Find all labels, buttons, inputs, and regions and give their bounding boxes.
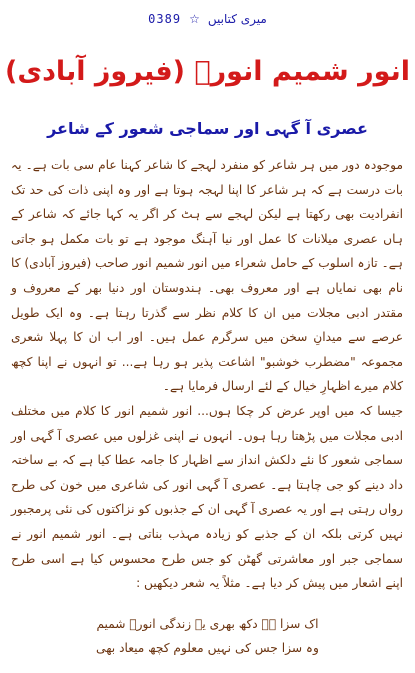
couplet-line-1: اک سزا ہے دکھ بھری یہ زندگی انورؔ شمیم	[96, 617, 319, 631]
poetry-couplet	[0, 612, 415, 660]
star-icon: ☆	[189, 12, 200, 26]
page-header	[0, 8, 415, 30]
couplet-line-2: وہ سزا جس کی نہیں معلوم کچھ میعاد بھی	[96, 641, 319, 655]
paragraph-1: موجودہ دور میں ہر شاعر کو منفرد لہجے کا شاعر کہنا عام سی بات ہے۔ یہ بات درست ہے کہ ہر شاعر کا اپنا لہجہ ہوتا ہے اور وہ اپنی ذات کی حد تک انفرادیت بھی رکھتا ہے لیکن لہجے سے ہٹ کر اگر یہ کہا جائے کہ شاعر کے ہاں عصری میلانات کا عمل اور نیا آہنگ موجود ہے تو بات مکمل ہو جاتی ہے۔ تازہ اسلوب کے حامل شعراء میں انور شمیم انور صاحب (فیروز آبادی) کا نام بھی نمایاں ہے اور معروف بھی۔ ہندوستان اور دنیا بھر کے معروف و مقتدر ادبی مجلات میں ان کا کلام نظر سے گذرتا رہتا ہے۔ وہ ایک طویل عرصے سے میدانِ سخن میں سرگرم عمل ہیں۔ اور اب ان کا پہلا شعری مجموعہ "مضطرب خوشبو" اشاعت پذیر ہو رہا ہے... تو انہوں نے اپنا کچھ کلام میرے اظہارِ خیال کے لئے ارسال فرمایا ہے۔	[11, 158, 403, 394]
article-body	[11, 153, 403, 596]
page-number: 0389	[148, 12, 182, 26]
paragraph-2: جیسا کہ میں اوپر عرض کر چکا ہوں... انور شمیم انور کا کلام میں مختلف ادبی مجلات میں پڑھتا رہا ہوں۔ انہوں نے اپنی غزلوں میں عصری آ گہی اور سماجی شعور کا نئے دلکش انداز سے اظہار کا جامہ عطا کیا ہے کہ بے ساختہ داد دینے کو جی چاہتا ہے۔ عصری آ گہی انور کی شاعری میں خون کی طرح رواں رہتی ہے اور یہ عصری آ گہی ان کے جذبوں کو نزاکتوں کی نئی پرمجبور نہیں کرتی بلکہ ان کے جذبے کو زیادہ مہذب بناتی ہے۔ انور شمیم انور نے سماجی جبر اور معاشرتی گھٹن کو جس طرح محسوس کیا ہے اسی طرح اپنے اشعار میں پیش کر دیا ہے۔ مثلاً یہ شعر دیکھیں :	[11, 403, 403, 591]
site-name: میری کتابیں	[207, 12, 267, 26]
article-title: انور شمیم انورؔ (فیروز آبادی)	[4, 56, 410, 87]
article-subtitle: عصری آ گہی اور سماجی شعور کے شاعر	[47, 119, 368, 138]
